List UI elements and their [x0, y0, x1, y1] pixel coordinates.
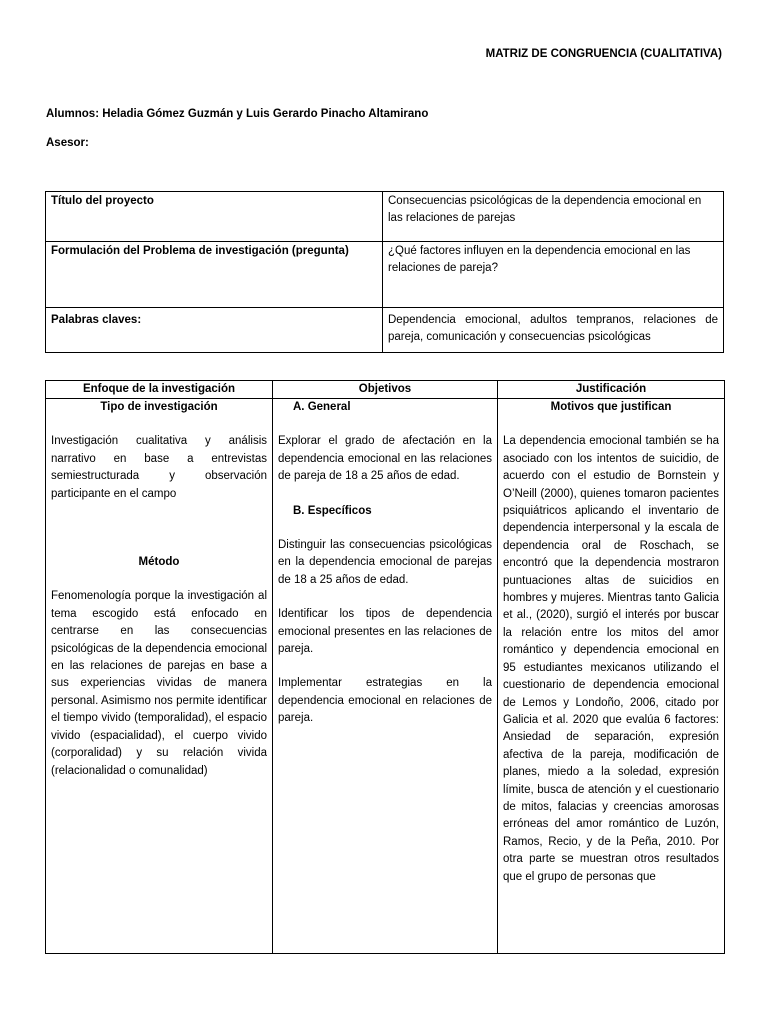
project-title-value: Consecuencias psicológicas de la dependencia emocional en las relaciones de parejas	[383, 192, 724, 242]
problem-question-label: Formulación del Problema de investigación (pregunta)	[46, 242, 383, 308]
problem-question-value: ¿Qué factores influyen en la dependencia emocional en las relaciones de pareja?	[383, 242, 724, 308]
students-line	[46, 106, 428, 123]
advisor-line	[46, 135, 89, 152]
table-row	[46, 399, 725, 954]
keywords-label: Palabras claves:	[46, 308, 383, 353]
method-text: Fenomenología porque la investigación al tema escogido está enfocado en centrarse en las consecuencias psicológicas de la dependencia emocional en las relaciones de parejas en base a sus experiencias vividas de manera personal. Asimismo nos permite identificar el tiempo vivido (temporalidad), el espacio vivido (espacialidad), el cuerpo vivido (corporalidad) y su relación vivida (relacionalidad o comunalidad)	[51, 590, 267, 777]
congruence-matrix-table	[45, 380, 725, 954]
justification-text: La dependencia emocional también se ha asociado con los intentos de suicidio, de acuerdo con el estudio de Bornstein y O’Neill (2000), quienes tomaron pacientes psiquiátricos aplicando el inventario de dependencia interpersonal y la escala de dependencia oral de Roschach, se encontró que la dependencia mostraron puntuaciones altas de suicidios en hombres y mujeres. Mientras tanto Galicia et al., (2020), surgió el interés por buscar la relación entre los mitos del amor romántico y dependencia emocional en 95 estudiantes mexicanos utilizando el cuestionario de dependencia emocional de Lemos y Londoño, 2006, citado por Galicia et al. 2020 que evalúa 6 factores: Ansiedad de separación, expresión afectiva de la pareja, modificación de planes, miedo a la soledad, expresión límite, busca de atención y el cuestionario de mitos, falacias y creencias amorosas erróneas del amor romántico de Luzón, Ramos, Recio, y de la Peña, 2010. Por otra parte se muestran otros resultados que el grupo de personas que	[503, 435, 719, 883]
specific-objectives-heading: B. Específicos	[293, 504, 372, 517]
justification-heading: Motivos que justifican	[550, 401, 672, 413]
project-title-label: Título del proyecto	[46, 192, 383, 242]
students-label: Alumnos:	[46, 108, 100, 120]
column-header-objectives: Objetivos	[273, 381, 498, 399]
keywords-value: Dependencia emocional, adultos tempranos, relaciones de pareja, comunicación y consecuencias psicológicas	[383, 308, 724, 353]
advisor-label: Asesor:	[46, 137, 89, 149]
table-row	[46, 242, 724, 308]
objectives-cell	[273, 399, 498, 954]
approach-cell	[46, 399, 273, 954]
method-heading: Método	[138, 556, 180, 569]
column-header-approach: Enfoque de la investigación	[46, 381, 273, 399]
specific-objective-item: Distinguir las consecuencias psicológicas en la dependencia emocional de parejas de 18 a 25 años de edad.	[278, 539, 492, 586]
specific-objective-item: Identificar los tipos de dependencia emocional presentes en las relaciones de pareja.	[278, 608, 492, 656]
general-objective-heading: A. General	[293, 401, 351, 413]
table-header-row	[46, 381, 725, 399]
document-title: MATRIZ DE CONGRUENCIA (CUALITATIVA)	[485, 48, 722, 60]
research-type-heading: Tipo de investigación	[100, 401, 218, 413]
table-row	[46, 192, 724, 242]
project-info-table	[45, 191, 724, 353]
column-header-justification: Justificación	[498, 381, 725, 399]
general-objective-text: Explorar el grado de afectación en la dependencia emocional en las relaciones de pareja de 18 a 25 años de edad.	[278, 435, 492, 483]
students-value: Heladia Gómez Guzmán y Luis Gerardo Pinacho Altamirano	[102, 108, 429, 120]
table-row	[46, 308, 724, 353]
research-type-text: Investigación cualitativa y análisis narrativo en base a entrevistas semiestructurada y observación participante en el campo	[51, 435, 267, 500]
justification-cell	[498, 399, 725, 954]
specific-objective-item: Implementar estrategias en la dependencia emocional en relaciones de pareja.	[278, 677, 492, 725]
